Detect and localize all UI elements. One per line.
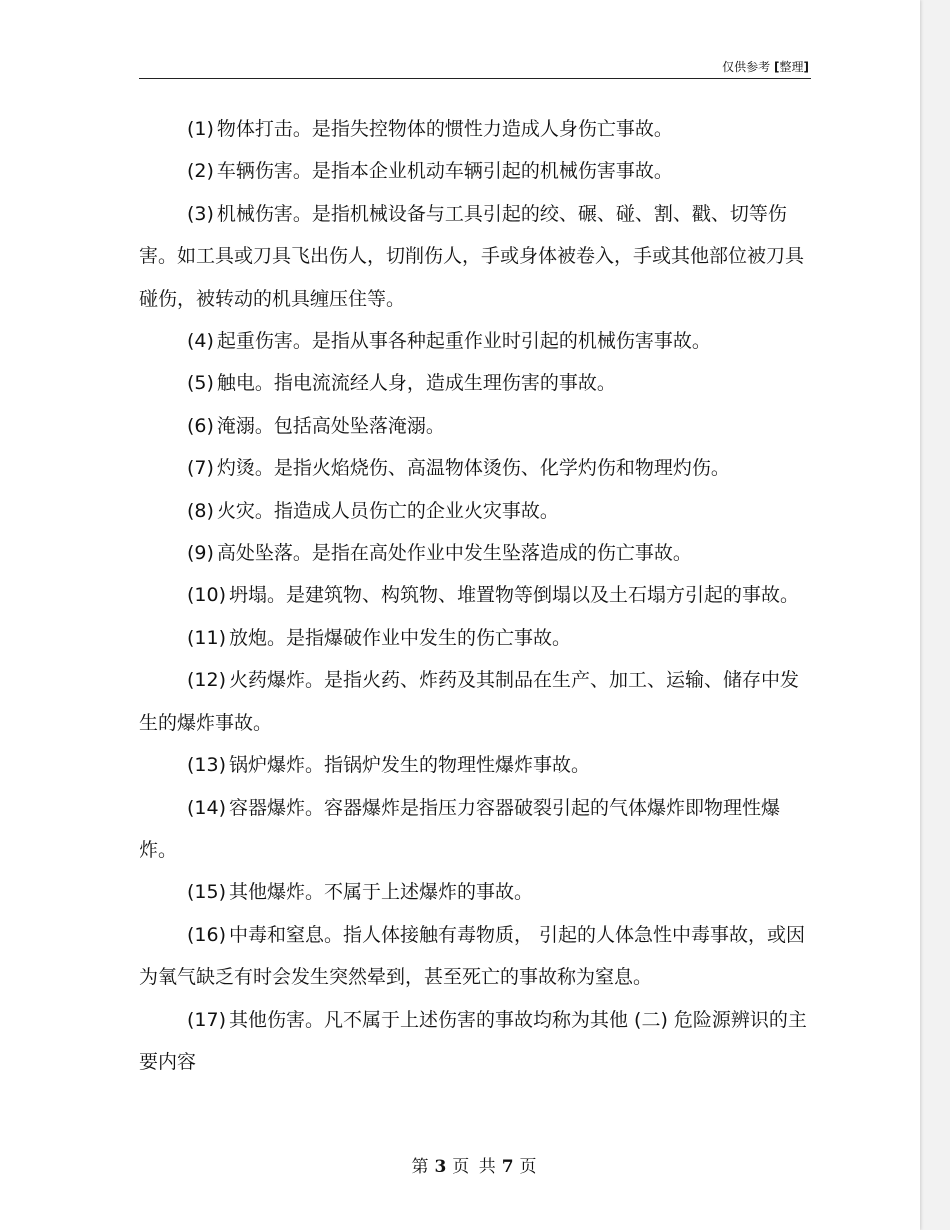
paragraph-text: 容器爆炸。容器爆炸是指压力容器破裂引起的气体爆炸即物理性爆炸。 [139,796,781,861]
paragraph-number: (4) [187,330,214,353]
paragraph [139,490,809,532]
paragraph-text: 火药爆炸。是指火药、炸药及其制品在生产、加工、运输、储存中发生的爆炸事故。 [139,669,800,734]
paragraph-text: 中毒和窒息。指人体接触有毒物质， 引起的人体急性中毒事故，或因为氧气缺乏有时会发生突然晕到，甚至死亡的事故称为窒息。 [139,923,806,989]
paragraph-number: (12) [187,669,227,692]
footer-suffix: 页 [519,1157,539,1177]
paragraph [139,362,809,404]
paragraph [139,914,809,999]
paragraph-text: 起重伤害。是指从事各种起重作业时引起的机械伤害事故。 [216,330,711,353]
paragraph [139,744,809,786]
paragraph-number: (8) [187,499,214,522]
current-page-number: 3 [434,1157,449,1177]
paragraph-number: (17) [187,1008,227,1031]
page-footer [0,1152,950,1177]
paragraph-number: (10) [187,584,227,607]
footer-middle: 页 共 [452,1157,498,1177]
paragraph-text: 火灾。指造成人员伤亡的企业火灾事故。 [216,499,559,522]
paragraph-number: (16) [187,923,227,946]
paragraph [139,405,809,447]
paragraph-text: 锅炉爆炸。指锅炉发生的物理性爆炸事故。 [229,754,591,777]
paragraph-number: (9) [187,542,214,565]
paragraph-text: 坍塌。是建筑物、构筑物、堆置物等倒塌以及土石塌方引起的事故。 [229,584,800,607]
paragraph-text: 物体打击。是指失控物体的惯性力造成人身伤亡事故。 [216,118,673,140]
paragraph-number: (2) [187,160,214,183]
paragraph-number: (3) [187,202,214,225]
paragraph [139,532,809,574]
paragraph [139,447,809,489]
paragraph-text: 灼烫。是指火焰烧伤、高温物体烫伤、化学灼伤和物理灼伤。 [216,457,730,480]
paragraph-number: (5) [187,372,214,395]
paragraph-text: 放炮。是指爆破作业中发生的伤亡事故。 [229,626,572,649]
total-page-number: 7 [501,1157,516,1177]
page-header [139,56,811,79]
paragraph-text: 其他伤害。凡不属于上述伤害的事故均称为其他 (二) 危险源辨识的主要内容 [139,1008,807,1073]
paragraph-number: (11) [187,626,227,649]
paragraph-number: (6) [187,414,214,437]
paragraph [139,617,809,659]
header-bracket-open: [ [774,60,780,74]
footer-prefix: 第 [411,1157,431,1177]
document-body [139,108,809,1083]
paragraph [139,193,809,320]
header-prefix: 仅供参考 [722,60,771,74]
paragraph [139,574,809,616]
paragraph-number: (15) [187,881,227,904]
paragraph-text: 车辆伤害。是指本企业机动车辆引起的机械伤害事故。 [216,160,673,183]
paragraph-text: 高处坠落。是指在高处作业中发生坠落造成的伤亡事故。 [216,542,692,565]
paragraph-text: 机械伤害。是指机械设备与工具引起的绞、碾、碰、割、戳、切等伤害。如工具或刀具飞出伤人，切削伤人，手或身体被卷入，手或其他部位被刀具碰伤，被转动的机具缠压住等。 [139,202,805,310]
paragraph [139,787,809,872]
paragraph-number: (13) [187,754,227,777]
paragraph-number: (14) [187,796,227,819]
paragraph [139,999,809,1084]
paragraph-text: 触电。指电流流经人身，造成生理伤害的事故。 [216,372,616,395]
paragraph [139,871,809,913]
paragraph-text: 其他爆炸。不属于上述爆炸的事故。 [229,881,534,904]
paragraph [139,150,809,192]
header-tag: 整理 [779,60,804,74]
header-bracket-close: ] [803,60,809,74]
paragraph-number: (1) [187,118,214,140]
header-note [722,58,809,75]
paragraph-text: 淹溺。包括高处坠落淹溺。 [216,414,445,437]
paragraph [139,320,809,362]
paragraph-number: (7) [187,457,214,480]
paragraph [139,108,809,150]
paragraph [139,659,809,744]
